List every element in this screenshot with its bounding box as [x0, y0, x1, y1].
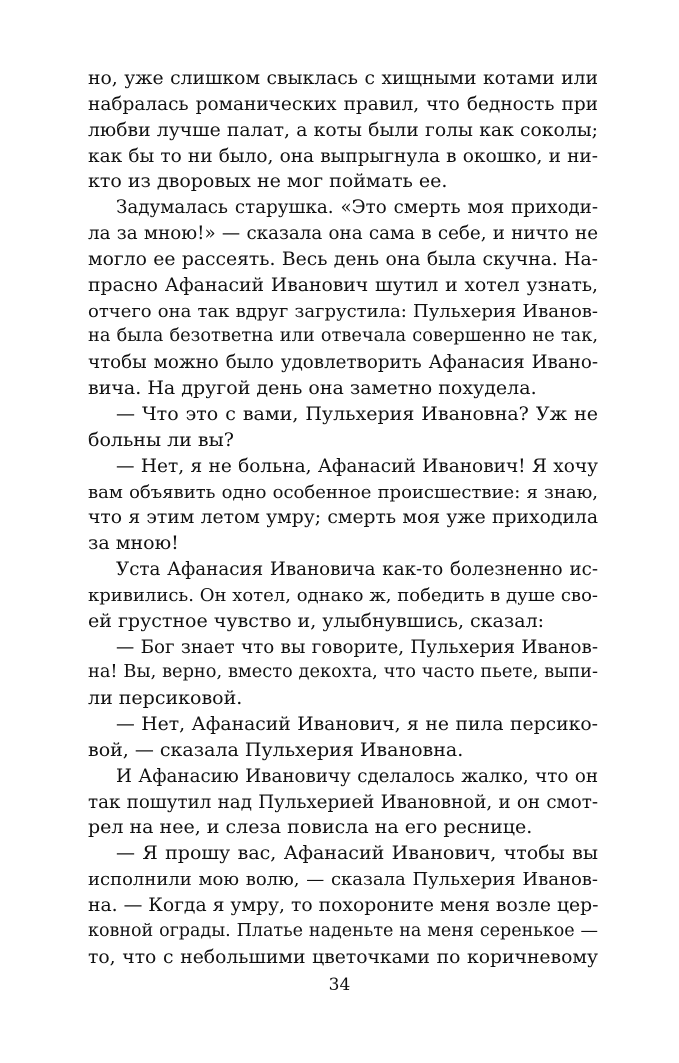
text-line: ли персиковой. — [88, 687, 243, 710]
text-line: отчего она так вдруг загрустила: Пульхерия Иванов- — [88, 300, 598, 322]
text-line: что я этим летом умру; смерть моя уже приходила — [88, 507, 598, 529]
text-line: — Я прошу вас, Афанасий Иванович, чтобы вы — [116, 842, 598, 865]
text-line: как бы то ни было, она выпрыгнула в окошко, и ни- — [88, 145, 598, 167]
text-line: исполнили мою волю, — сказала Пульхерия Иванов- — [88, 869, 598, 891]
text-line: вам объявить одно особенное происшествие: я знаю, — [88, 481, 598, 503]
text-line: на была безответна или отвечала совершенно не так, — [88, 326, 598, 347]
text-line: на! Вы, верно, вместо декохта, что часто пьете, выпи- — [88, 662, 598, 683]
text-line: ковной ограды. Платье наденьте на меня серенькое — — [88, 920, 598, 941]
text-line: — Бог знает что вы говорите, Пульхерия Иванов- — [116, 636, 598, 658]
text-line: вича. На другой день она заметно похудела. — [88, 377, 537, 400]
text-line: ла за мною!» — сказала она сама в себе, и ничто не — [88, 223, 598, 245]
text-line: больны ли вы? — [88, 428, 234, 451]
text-line: кто из дворовых не мог поймать ее. — [88, 170, 448, 193]
text-line: то, что с небольшими цветочками по коричневому — [88, 946, 598, 968]
text-line: могло ее рассеять. Весь день она была скучна. На- — [88, 248, 598, 270]
text-line: — Нет, Афанасий Иванович, я не пила персико- — [116, 714, 598, 736]
text-line: прасно Афанасий Иванович шутил и хотел узнать, — [88, 274, 598, 296]
text-line: Задумалась старушка. «Это смерть моя приходи- — [116, 197, 598, 219]
text-line: но, уже слишком свыклась с хищными котами или — [88, 68, 598, 89]
text-line: — Что это с вами, Пульхерия Ивановна? Уж не — [116, 402, 598, 425]
body-text — [88, 66, 598, 971]
text-line: так пошутил над Пульхерией Ивановной, и он смот- — [88, 791, 598, 813]
text-line: вой, — сказала Пульхерия Ивановна. — [88, 738, 464, 761]
text-line: любви лучше палат, а коты были голы как соколы; — [88, 119, 598, 141]
text-line: рел на нее, и слеза повисла на его реснице. — [88, 816, 533, 839]
text-line: за мною! — [88, 532, 179, 555]
text-line: И Афанасию Ивановичу сделалось жалко, что он — [116, 765, 598, 787]
text-line: чтобы можно было удовлетворить Афанасия Ивано- — [88, 352, 598, 374]
text-line: ей грустное чувство и, улыбнувшись, сказал: — [88, 609, 545, 632]
text-line: набралась романических правил, что бедность при — [88, 93, 598, 115]
text-line: на. — Когда я умру, то похороните меня возле цер- — [88, 895, 599, 916]
text-line: — Нет, я не больна, Афанасий Иванович! Я хочу — [116, 455, 598, 477]
text-line: кривились. Он хотел, однако ж, победить в душе сво- — [88, 584, 598, 606]
text-line: Уста Афанасия Ивановича как-то болезненно ис- — [116, 559, 598, 581]
page-number: 34 — [328, 975, 351, 995]
